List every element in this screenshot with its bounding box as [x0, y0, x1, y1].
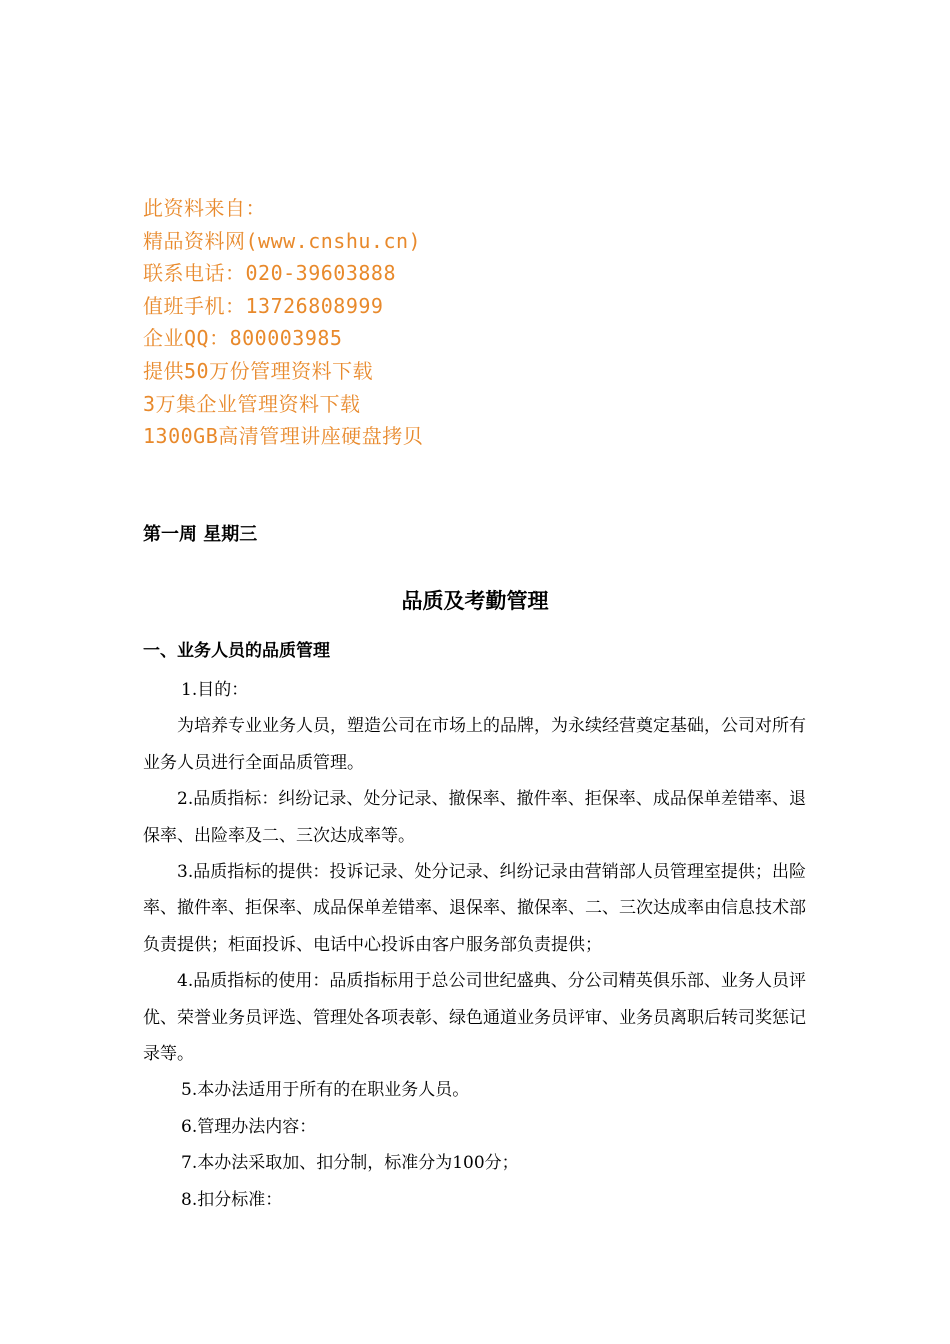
promo-line-2: 3万集企业管理资料下载 [143, 391, 361, 416]
body-text [143, 672, 806, 1218]
week-heading: 第一周 星期三 [143, 524, 258, 545]
paragraph-management-content: 6.管理办法内容： [181, 1116, 317, 1137]
promo-line-1: 提供50万份管理资料下载 [143, 358, 374, 383]
paragraph-indicator-usage: 4.品质指标的使用：品质指标用于总公司世纪盛典、分公司精英俱乐部、业务人员评优、荣誉业务员评选、管理处各项表彰、绿色通道业务员评审、业务员离职后转司奖惩记录等。 [143, 971, 806, 1065]
section-heading: 一、业务人员的品质管理 [143, 641, 330, 661]
paragraph-scoring-method: 7.本办法采取加、扣分制，标准分为100分； [181, 1153, 519, 1174]
paragraph-indicator-sources: 3.品质指标的提供：投诉记录、处分记录、纠纷记录由营销部人员管理室提供；出险率、撤件率、拒保率、成品保单差错率、退保率、撤保率、二、三次达成率由信息技术部负责提供；柜面投诉、电话中心投诉由客户服务部负责提供； [143, 862, 806, 955]
promo-line-3: 1300GB高清管理讲座硬盘拷贝 [143, 424, 424, 449]
document-title: 品质及考勤管理 [401, 588, 549, 613]
paragraph-deduction-standard: 8.扣分标准： [181, 1189, 283, 1210]
paragraph-purpose: 为培养专业业务人员，塑造公司在市场上的品牌，为永续经营奠定基础，公司对所有业务人员进行全面品质管理。 [143, 716, 806, 773]
paragraph-purpose-label: 1.目的： [181, 680, 249, 700]
source-info-block [143, 192, 743, 453]
contact-phone-line: 联系电话：020-39603888 [143, 261, 396, 286]
source-info-line: 此资料来自： [143, 196, 266, 220]
source-website-line: 精品资料网(www.cnshu.cn) [143, 228, 422, 253]
paragraph-quality-indicators: 2.品质指标：纠纷记录、处分记录、撤保率、撤件率、拒保率、成品保单差错率、退保率、出险率及二、三次达成率等。 [143, 789, 806, 846]
company-qq-line: 企业QQ：800003985 [143, 326, 343, 351]
duty-mobile-line: 值班手机：13726808999 [143, 293, 384, 318]
paragraph-scope: 5.本办法适用于所有的在职业务人员。 [181, 1080, 470, 1101]
